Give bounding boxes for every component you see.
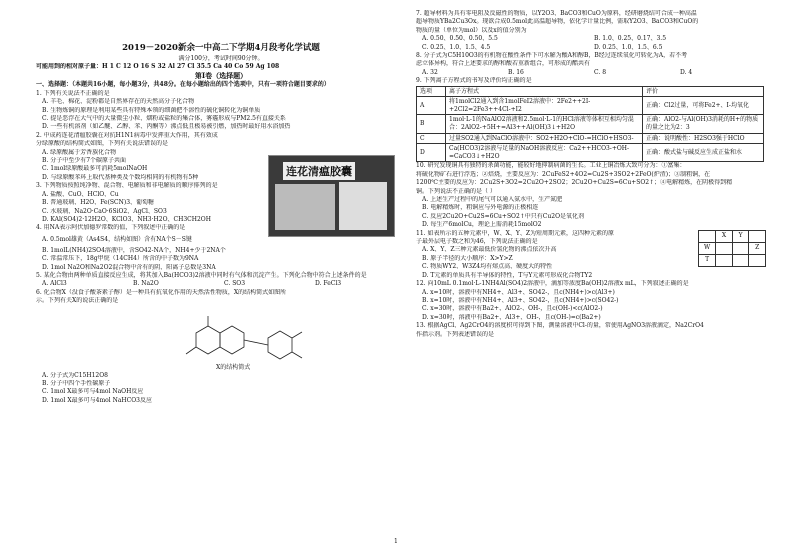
option: B. Na2O <box>133 280 159 288</box>
q-line: C. 常温常压下，18g甲烷（14CH4）所含的中子数为9NA <box>42 255 199 263</box>
q-line: 作指示剂。下列表述错误的是 <box>416 330 495 338</box>
q-line: D. x=30时，溶液中有Ba2+、Al3+、OH-，且c(OH-)=c(Ba2+) <box>422 313 601 321</box>
q-line: 将硫化物矿石进行浮选；②焙烧，主要反应为：2CuFeS2+4O2=Cu2S+3SO2+2FeO(炉渣)；③制粗铜，在 <box>416 170 711 178</box>
q-line: A. 羊毛、棉花、淀粉都是自然界存在的天然高分子化合物 <box>42 98 195 106</box>
table-row <box>417 115 764 133</box>
q-line: 1. 下列有关说法不正确的是 <box>36 89 110 97</box>
right-column <box>416 10 766 339</box>
molecule-area <box>36 306 406 372</box>
option: A. AlCl3 <box>42 280 67 288</box>
q-line: D. 每生产6molCu，理论上需消耗15molO2 <box>422 221 542 229</box>
table-cell: 过量SO2通入到NaClO溶液中：SO2+H2O+ClO-=HClO+HSO3- <box>446 133 643 144</box>
table-row <box>417 133 764 144</box>
q-line: B. 1molL(NH4)2SO4溶液中，含SO42-NA个，NH4+少于2NA个 <box>42 246 226 254</box>
question-12 <box>416 280 766 322</box>
exam-meta: 满分100分，考试时间90分钟。 <box>178 55 264 62</box>
option: D. 4 <box>680 68 693 76</box>
q-line: 4. 用NA表示阿伏加德罗常数的值，下列叙述中正确的是 <box>36 224 186 232</box>
option: A. 0.50、0.50、0.50、5.5 <box>422 35 498 43</box>
question-5 <box>36 272 406 289</box>
question-2 <box>36 132 246 182</box>
grid-cell <box>749 254 766 266</box>
q-line: 分绿原酸的结构简式如图，下列有关说法错误的是 <box>36 140 169 148</box>
table-cell: 正确：Cl2过量，可将Fe2+、I-均氧化 <box>643 97 764 115</box>
table-header: 评价 <box>643 86 764 97</box>
page-number: 1 <box>394 538 398 545</box>
table-row <box>417 97 764 115</box>
q-line: D. 一些有机溶剂（如乙醚、乙醇、苯、丙酮等）沸点低且极易被引燃，加热时最好用水浴加热 <box>42 123 291 131</box>
question-13 <box>416 322 766 339</box>
q-line: 1200℃主要的反应为：2Cu2S+3O2=2Cu2O+2SO2；2Cu2O+Cu2S=6Cu+SO2↑；④电解精炼，在阴极得到精 <box>416 179 733 187</box>
grid-cell: Z <box>749 242 766 254</box>
table-cell: 正确：说明酸性：H2SO3强于HClO <box>643 133 764 144</box>
q-line: 9. 下列离子方程式的书写及评价均正确的是 <box>416 77 532 85</box>
option: C. SO3 <box>224 280 246 288</box>
question-10 <box>416 162 766 229</box>
question-7 <box>416 10 766 52</box>
q-line: 5. 某化合物由两种单质直接反应生成，将其加入Ba(HCO3)2溶液中同时有气体和沉淀产生。下列化合物中符合上述条件的是 <box>36 271 367 279</box>
q-line: A. 绿原酸属于芳香族化合物 <box>42 148 117 156</box>
structure-shape <box>339 182 387 230</box>
q-line: C. 1mol绿原酸最多可消耗5molNaOH <box>42 165 148 173</box>
product-label: 连花清瘟胶囊 <box>283 162 355 180</box>
q-line: D. 1mol Na2O和Na2O2混合物中含有的阴、阳离子总数是3NA <box>42 263 216 271</box>
table-cell: B <box>417 115 446 133</box>
table-cell: C <box>417 133 446 144</box>
q-line: B. 普通玻璃、H2O、Fe(SCN)3、葡萄糖 <box>42 199 155 207</box>
q-line: D. KAl(SO4)2·12H2O、KClO3、NH3·H2O、CH3CH2OH <box>42 215 211 223</box>
q7-options <box>416 35 766 43</box>
table-cell: A <box>417 97 446 115</box>
question-3 <box>36 182 246 224</box>
q-line: A. 上述生产过程中的尾气可以通入氨水中，生产氮肥 <box>422 196 563 204</box>
grid-cell <box>732 254 749 266</box>
q-line: 虑立体异构，符合上述要求的醇和酸若重新组合，可形成的酯共有 <box>416 60 591 68</box>
table-header: 选项 <box>417 86 446 97</box>
grid-cell: W <box>699 242 716 254</box>
q-line: 示。下列有关X的说法正确的是 <box>36 297 119 305</box>
q-line: A. X、Y、Z三种元素最低价氢化物的沸点依次升高 <box>422 246 557 254</box>
q-line: 子最外层电子数之和为46，下列说法正确的是 <box>416 238 538 246</box>
section-title: 第Ⅰ卷（选择题） <box>194 71 248 81</box>
grid-cell <box>716 242 733 254</box>
q-line: B. 分子中四个手性碳原子 <box>42 379 111 387</box>
q-line: A. 分子式为C15H12O8 <box>42 371 108 379</box>
question-1 <box>36 90 406 132</box>
q-line: A. x=10时，溶液中有NH4+、Al3+、SO42-，且c(NH4+)>c(Al3+) <box>422 288 615 296</box>
q-line: D. 与绿原酸苯环上取代基种类及个数均相同的有机物有5种 <box>42 173 199 181</box>
question-9 <box>416 77 766 162</box>
q7-options <box>416 44 766 52</box>
q8-options <box>416 69 766 77</box>
grid-cell <box>732 242 749 254</box>
exam-title: 2019－2020新余一中高二下学期4月段考化学试题 <box>122 43 320 53</box>
grid-cell: X <box>716 230 733 242</box>
question-6 <box>36 289 406 405</box>
option: B. 16 <box>508 68 524 76</box>
q9-table <box>416 86 764 163</box>
table-cell: D <box>417 144 446 162</box>
q-line: C. 反应2Cu2O+Cu2S=6Cu+SO2↑中只有Cu2O是氧化剂 <box>422 212 585 220</box>
q-line: 2. 中成药连花清瘟胶囊在对抗H1N1病毒中发挥重大作用，其有效成 <box>36 131 218 139</box>
grid-cell: T <box>699 254 716 266</box>
grid-cell <box>699 230 716 242</box>
q-line: 3. 下列物质按照纯净物、混合物、电解质和非电解质的顺序排列的是 <box>36 182 218 190</box>
q-line: A. 0.5mol雄黄（As4S4，结构如图）含有NA个S－S键 <box>42 235 192 243</box>
option: C. 0.25、1.0、1.5、4.5 <box>422 43 491 51</box>
option: D. FeCl3 <box>315 280 342 288</box>
package-shape <box>275 184 335 230</box>
q-line: B. x=10时，溶液中有NH4+、Al3+、SO42-，且c(NH4+)>c(SO42-) <box>422 296 619 304</box>
q-line: C. 1mol X最多可与4mol NaOH反应 <box>42 388 144 396</box>
table-row <box>417 144 764 162</box>
grid-cell <box>716 254 733 266</box>
q-line: 10. 研究发现铜具有独特的杀菌功能，能较好地抑制病菌的生长。工业上铜冶炼大致可分为：①富集： <box>416 162 686 170</box>
option: C. 8 <box>594 68 607 76</box>
table-cell: 正确：酸式盐与碱反应生成正盐和水 <box>643 144 764 162</box>
q-line: B. 分子中至少有7个碳原子共面 <box>42 157 127 165</box>
q-line: C. 物质WY2、W3Z4均有熔点高、硬度大的特性 <box>422 263 553 271</box>
molecule-x-structure <box>176 308 326 368</box>
question-11 <box>416 230 766 280</box>
q-line: 13. 根据AgCl、Ag2CrO4的溶度积可得到下图，测量溶液中Cl-的量，常使用AgNO3溶液滴定，Na2CrO4 <box>416 322 704 330</box>
q5-options <box>36 280 406 288</box>
q-line: B. 生物炼铜的原理是利用某些具有特殊本领的细菌把不溶性的硫化铜转化为铜单质 <box>42 106 261 114</box>
table-cell: 正确：AlO2-与Al(OH)3消耗的H+的物质的量之比为2：3 <box>643 115 764 133</box>
q-line: B. 电解精炼时，粗铜应与外电源的正极相连 <box>422 204 539 212</box>
q-line: C. x=30时，溶液中有Ba2+、AlO2-、OH-，且c(OH-)<c(AlO2-) <box>422 305 603 313</box>
question-8 <box>416 52 766 77</box>
table-header: 离子方程式 <box>446 86 643 97</box>
table-header-row <box>417 86 764 97</box>
q-line: 12. 向10mL 0.1mol·L-1NH4Al(SO4)2溶液中，滴加等浓度Ba(OH)2溶液x mL，下列叙述正确的是 <box>416 280 689 288</box>
q-line: 7. 超导材料为具有零电阻及反磁性的物质，以Y2O3、BaCO3和CuO为原料，经研磨烧结可合成一种高温 <box>416 10 697 17</box>
q-line: D. 1mol X最多可与4mol NaHCO3反应 <box>42 396 152 404</box>
q-line: D. T元素的单质具有半导体的特性，T与Y元素可形成化合物TY2 <box>422 271 593 279</box>
option: D. 0.25、1.0、1.5、6.5 <box>594 43 663 51</box>
q-line: 11. 如表所示的五种元素中，W、X、Y、Z为短周期元素，这四种元素的原 <box>416 229 615 237</box>
table-cell: Ca(HCO3)2溶液与足量的NaOH溶液反应：Ca2++HCO3-+OH-=CaCO3↓+H2O <box>446 144 643 162</box>
table-cell: 将1molCl2通入到含1molFeI2溶液中：2Fe2++2I-+2Cl2=2Fe3++4Cl-+I2 <box>446 97 643 115</box>
q-line: 铜。下列说法不正确的是（ ） <box>416 187 496 195</box>
table-cell: 1mol·L-1的NaAlO2溶液和2.5mol·L-1的HCl溶液等体积互相均匀混合：2AlO2-+5H+=Al3++Al(OH)3↓+H2O <box>446 115 643 133</box>
q-line: 超导物质YBa2Cu3Ox。现欲合成0.5mol此高温超导物，依化学计量比例，需取Y2O3、BaCO3和CuO的 <box>416 18 699 26</box>
q-line: 6. 化合物X（没食子酸茶素子醇）是一种具有抗氧化作用的天然活性物质，X的结构简式如图所 <box>36 288 287 296</box>
grid-cell: Y <box>732 230 749 242</box>
option: B. 1.0、0.25、0.17、3.5 <box>594 35 667 43</box>
option: A. 32 <box>422 68 438 76</box>
atomic-masses: 可能用到的相对原子量：H 1 C 12 O 16 S 32 Al 27 Cl 35.5 Ca 40 Co 59 Ag 108 <box>36 63 280 70</box>
q-line: C. 水玻璃、Na2O·CaO·6SiO2、AgCl、SO3 <box>42 207 167 215</box>
q-line: A. 盐酸、CuO、HClO、Cu <box>42 190 119 198</box>
q-line: B. 原子半径的大小顺序：X>Y>Z <box>422 254 513 262</box>
q-line: 物质的量（单位为mol）以及x的值分别为 <box>416 26 527 34</box>
element-grid <box>698 230 766 267</box>
product-image <box>268 155 395 237</box>
q-line: C. 提是恶浮在大气中的大量微尘小粒、烟粉或盐粒的集合体，雾霾形成与PM2.5有直接关系 <box>42 115 286 123</box>
instructions: 一、选择题：（本题共16小题，每小题3分，共48分。在每小题给出的四个选项中，只有一项符合题目要求的） <box>36 81 330 89</box>
molecule-caption: X的结构简式 <box>216 363 251 371</box>
grid-cell <box>749 230 766 242</box>
q-line: 8. 分子式为C5H10O3的有机物在酸性条件下可水解为酸A和醇B，B经过连续氧化可转化为A，若不考 <box>416 52 688 60</box>
